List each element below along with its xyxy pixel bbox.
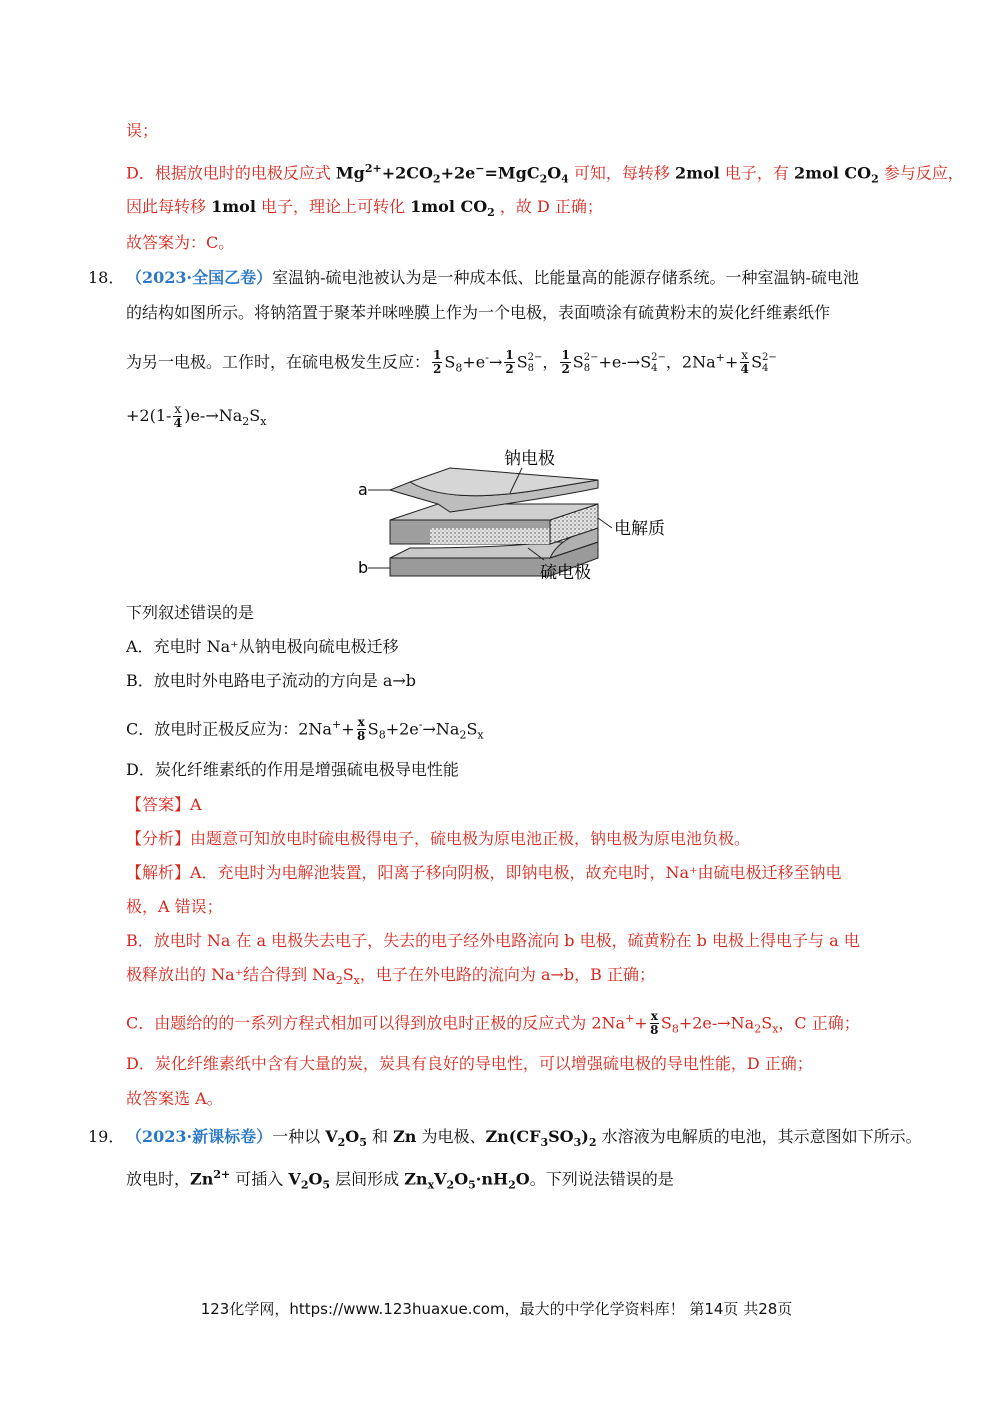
explanation-line: C．由题给的的一系列方程式相加可以得到放电时正极的反应式为 2Na++ $\frac{x}{8}$ $S_8+2e-\to Na_2S_x$，C 正确； bbox=[126, 1009, 860, 1038]
analysis: 【分析】由题意可知放电时硫电极得电子，硫电极为原电池正极，钠电极为原电池负极。 bbox=[126, 829, 751, 848]
explanation-line: B．放电时 Na 在 a 电极失去电子，失去的电子经外电路流向 b 电极，硫黄粉在 b 电极上得电子与 a 电 bbox=[126, 931, 860, 950]
question-text: 的结构如图所示。将钠箔置于聚苯并咪唑膜上作为一个电极，表面喷涂有硫黄粉末的炭化纤维素纸作 bbox=[126, 303, 831, 322]
explanation-line: 极，A 错误； bbox=[126, 897, 223, 916]
reaction-line: +2(1- $\frac{x}{4}$ )$e-\to Na_2S_x$ bbox=[126, 402, 267, 430]
option-b: B．放电时外电路电子流动的方向是 a→b bbox=[126, 671, 417, 690]
label-electrolyte: 电解质 bbox=[614, 519, 665, 539]
question-stem: 下列叙述错误的是 bbox=[126, 603, 255, 622]
option-c: C．放电时正极反应为：2Na++ $\frac{x}{8}$ $S_8+2e^-\to Na_2S_x$ bbox=[126, 715, 484, 744]
option-d: D．炭化纤维素纸的作用是增强硫电极导电性能 bbox=[126, 760, 459, 779]
label-b: b bbox=[358, 558, 369, 577]
battery-diagram bbox=[350, 440, 680, 590]
text-line: D．根据放电时的电极反应式 $Mg^{2+}+2CO_2+2e^-=MgC_2O_4$ 可知，每转移 2mol 电子，有 2mol $CO_2$ 参与反应， bbox=[126, 162, 964, 186]
electrolyte-layer bbox=[430, 528, 550, 544]
question-number: 18． bbox=[88, 268, 125, 287]
text-line: 故答案为：C。 bbox=[126, 233, 235, 252]
explanation-line: 【解析】A．充电时为电解池装置，阳离子移向阴极，即钠电极，故充电时，Na⁺由硫电极迁移至钠电 bbox=[126, 863, 842, 882]
question-text: （2023·新课标卷）一种以 $V_2O_5$ 和 Zn 为电极、$Zn(CF_3SO_3)_2$ 水溶液为电解质的电池，其示意图如下所示。 bbox=[126, 1127, 922, 1150]
explanation-line: 极释放出的 Na⁺结合得到 $Na_2S_x$，电子在外电路的流向为 a→b，B 正确； bbox=[126, 965, 656, 988]
explanation-line: D．炭化纤维素纸中含有大量的炭，炭具有良好的导电性，可以增强硫电极的导电性能，D 正确； bbox=[126, 1054, 813, 1073]
text-line: 误； bbox=[126, 121, 159, 140]
text-line: 因此每转移 1mol 电子，理论上可转化 1mol $CO_2$ ，故 D 正确； bbox=[126, 197, 603, 220]
reaction-line: 为另一电极。工作时，在硫电极发生反应： $\frac{1}{2}$ $S_8+e^-\to$ $\frac{1}{2}$ S 2− 8 ， $\frac{1}{2}$ S 2− 8 +e-→S 2− 4 ，2Na++ $\frac{x}{4}$ S 2− 4 bbox=[126, 348, 777, 377]
label-sodium-electrode: 钠电极 bbox=[504, 449, 555, 469]
answer: 【答案】A bbox=[126, 795, 202, 814]
question-number: 19． bbox=[88, 1127, 125, 1146]
label-a: a bbox=[358, 480, 368, 499]
page-footer: 123化学网，https://www.123huaxue.com，最大的中学化学资料库！ 第14页 共28页 bbox=[200, 1300, 793, 1318]
question-text: 放电时，$Zn^{2+}$ 可插入 $V_2O_5$ 层间形成 $Zn_xV_2O_5\cdot nH_2O$。下列说法错误的是 bbox=[126, 1168, 674, 1192]
option-a: A．充电时 Na⁺从钠电极向硫电极迁移 bbox=[126, 637, 399, 656]
question-text: （2023·全国乙卷）室温钠-硫电池被认为是一种成本低、比能量高的能源存储系统。一种室温钠-硫电池 bbox=[126, 268, 859, 287]
explanation-line: 故答案选 A。 bbox=[126, 1089, 223, 1108]
label-sulfur-electrode: 硫电极 bbox=[540, 563, 591, 583]
